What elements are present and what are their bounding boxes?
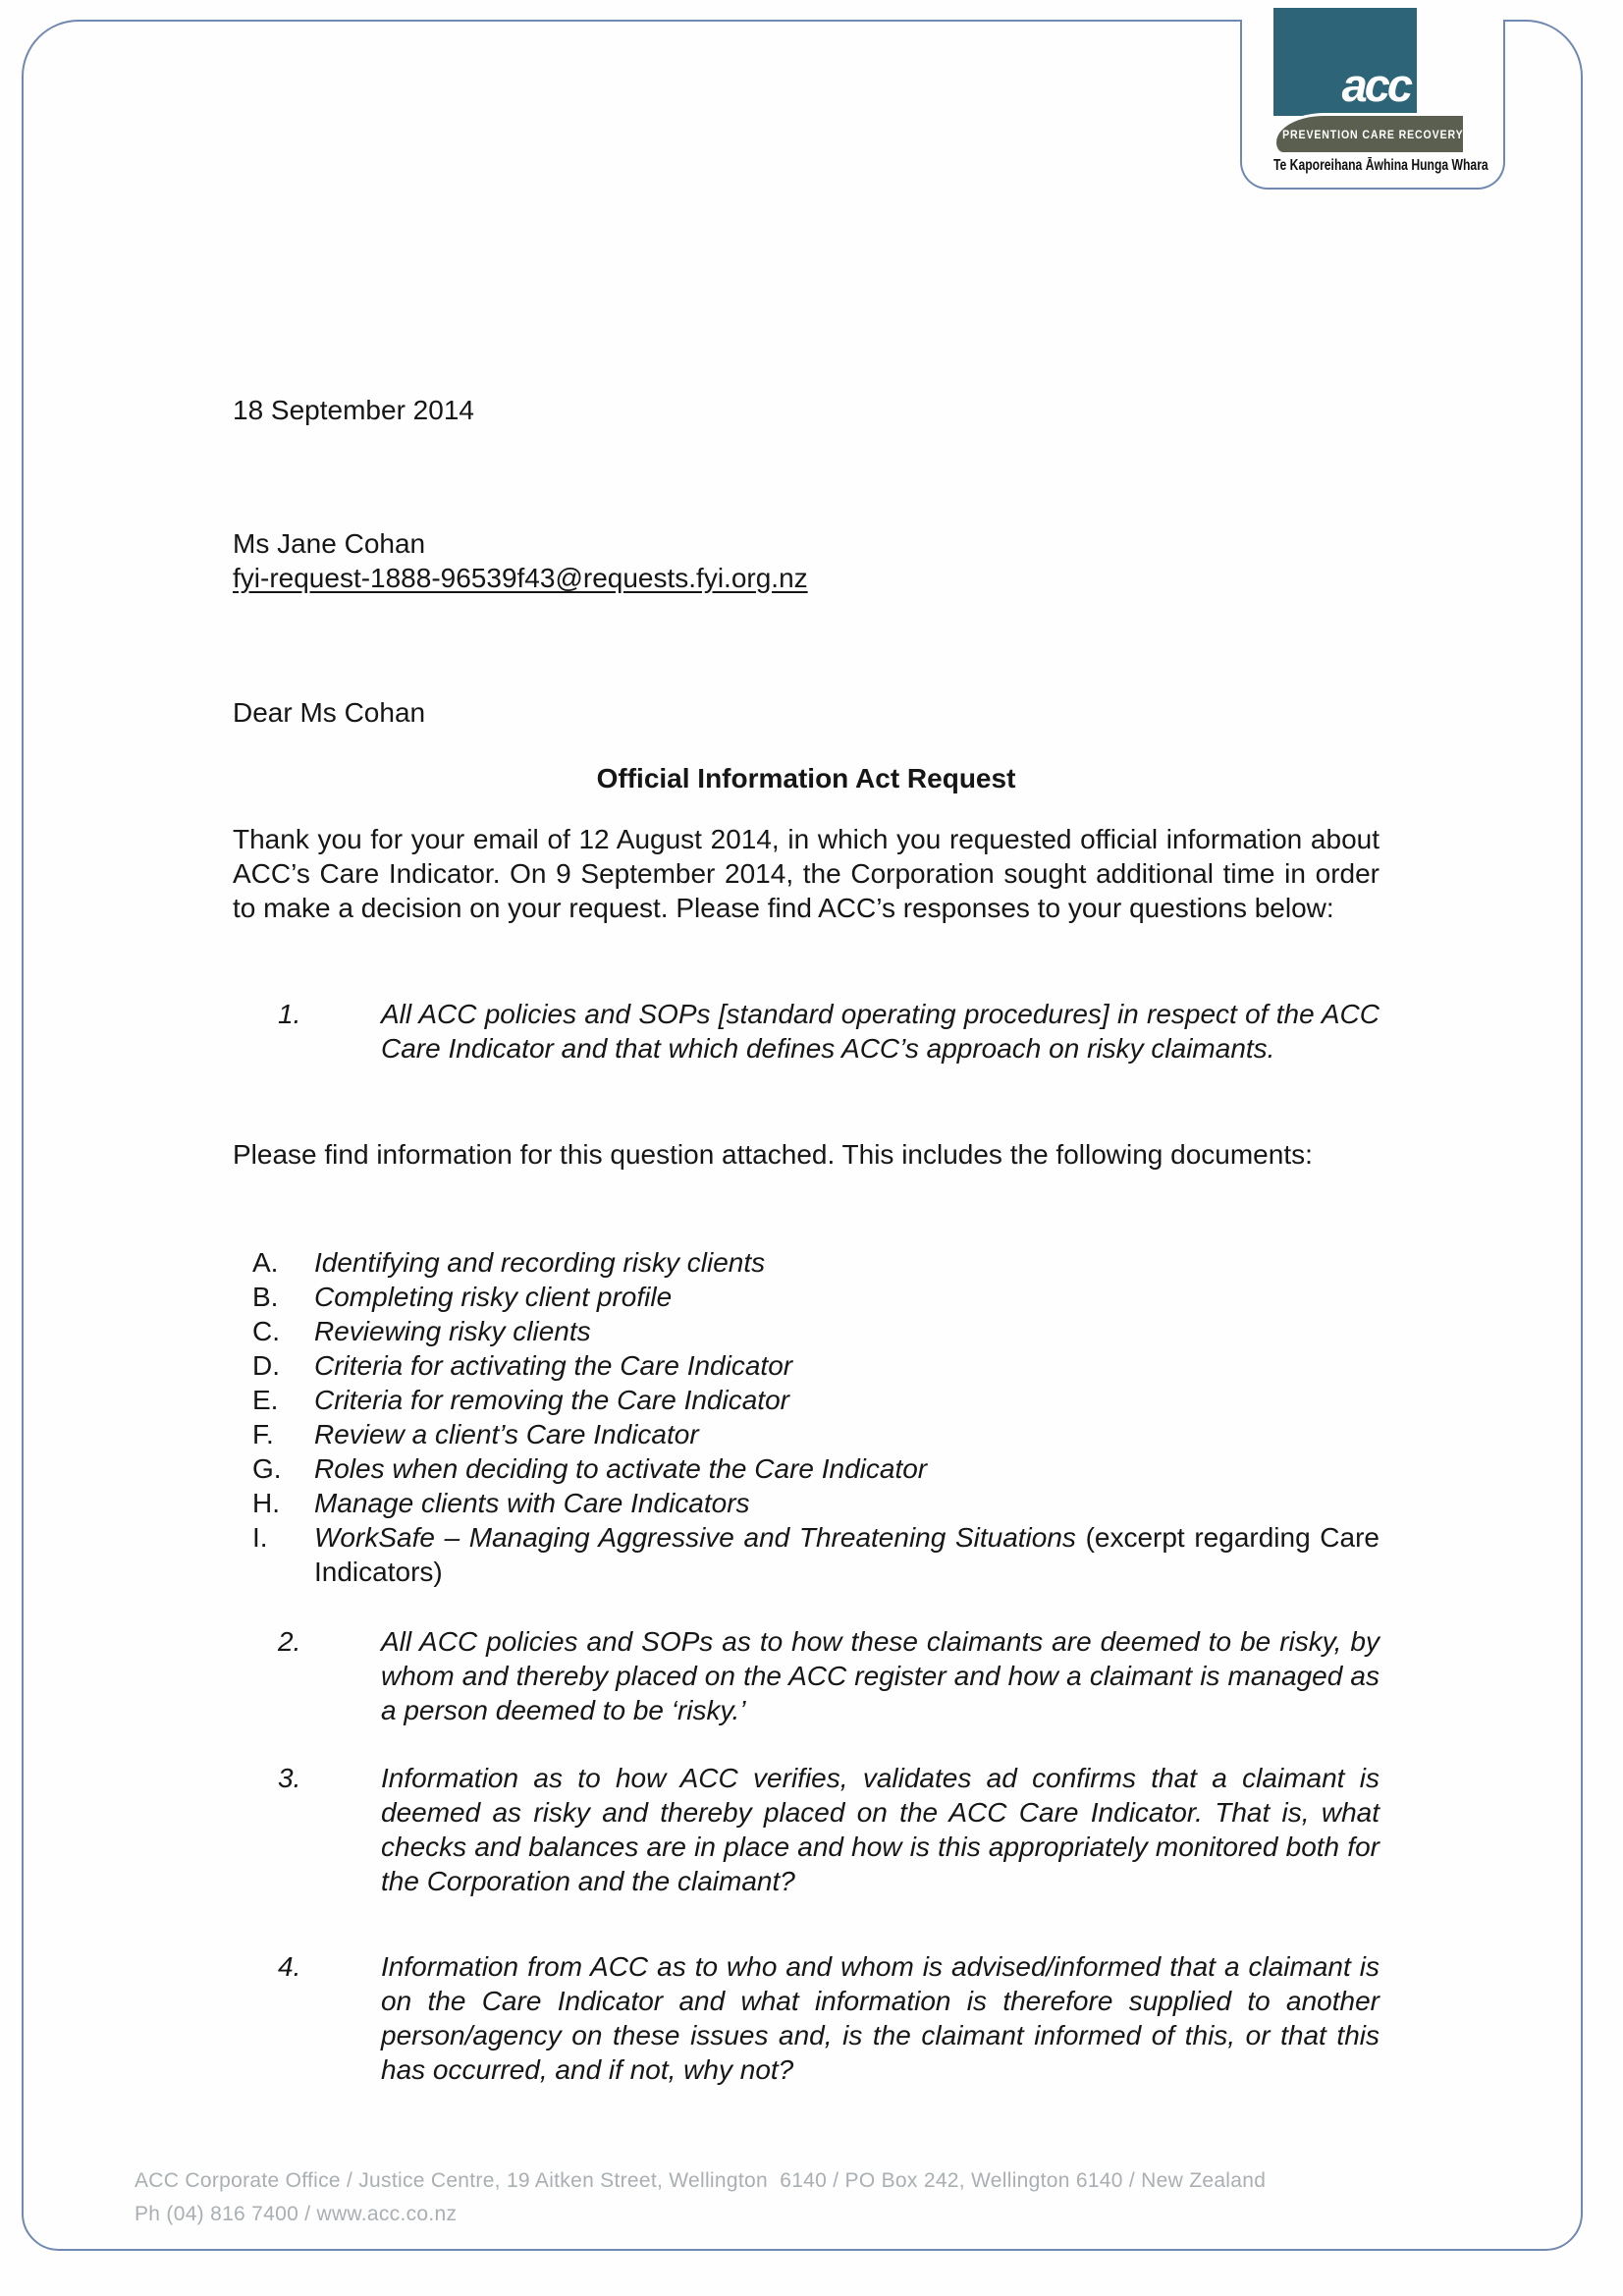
letter-date: 18 September 2014 [233, 395, 474, 425]
subject-heading: Official Information Act Request [596, 763, 1016, 793]
question-item-4 [233, 1949, 1380, 2087]
question-text: All ACC policies and SOPs as to how these claimants are deemed to be risky, by whom and thereby placed on the ACC register and how a claimant is managed as a person deemed to be ‘risky.’ [381, 1626, 1380, 1725]
document-item [233, 1486, 1380, 1520]
footer-contact: Ph (04) 816 7400 / www.acc.co.nz [135, 2203, 458, 2225]
document-item [233, 1383, 1380, 1417]
document-title: Manage clients with Care Indicators [314, 1488, 750, 1518]
document-item [233, 1314, 1380, 1348]
document-label: A. [252, 1247, 279, 1278]
document-label: B. [252, 1282, 279, 1312]
document-title: Reviewing risky clients [314, 1316, 591, 1346]
question-item-1 [233, 997, 1380, 1066]
document-suffix: (excerpt regarding Care Indicators) [314, 1522, 1380, 1587]
salutation: Dear Ms Cohan [233, 697, 426, 728]
document-label: H. [252, 1488, 280, 1518]
document-title: Criteria for activating the Care Indicator [314, 1350, 793, 1381]
document-title: Review a client’s Care Indicator [314, 1419, 699, 1449]
document-title: Completing risky client profile [314, 1282, 673, 1312]
document-label: F. [252, 1419, 274, 1449]
question-number: 4. [278, 1951, 301, 1982]
acc-logo-mark [1273, 8, 1417, 116]
document-label: C. [252, 1316, 280, 1346]
acc-logo-text: acc [1341, 59, 1410, 112]
question-text: All ACC policies and SOPs [standard operating procedures] in respect of the ACC Care Indicator and that which defines ACC’s approach on risky claimants. [381, 999, 1380, 1064]
question-text: Information from ACC as to who and whom is advised/informed that a claimant is on the Care Indicator and what information is therefore supplied to another person/agency on these issues and, is the claimant informed of this, or that this has occurred, and if not, why not? [381, 1951, 1380, 2085]
acc-maori-name: Te Kaporeihana Āwhina Hunga Whara [1273, 157, 1488, 174]
document-title: Identifying and recording risky clients [314, 1247, 766, 1278]
footer-address: ACC Corporate Office / Justice Centre, 19 Aitken Street, Wellington 6140 / PO Box 242, Wellington 6140 / New Zealand [135, 2169, 1267, 2192]
letterhead-footer [135, 2164, 1266, 2231]
document-list [233, 1245, 1380, 1589]
document-label: G. [252, 1453, 282, 1484]
email-link: fyi-request-1888-96539f43@requests.fyi.org.nz [233, 563, 808, 593]
question-number: 1. [278, 999, 301, 1029]
document-title: WorkSafe – Managing Aggressive and Threatening Situations [314, 1522, 1076, 1553]
document-label: E. [252, 1385, 279, 1415]
document-label: D. [252, 1350, 280, 1381]
recipient-email [233, 561, 1380, 595]
question-item-2 [233, 1624, 1380, 1727]
attachment-note: Please find information for this question attached. This includes the following documents: [233, 1139, 1313, 1170]
document-item [233, 1417, 1380, 1451]
document-title: Criteria for removing the Care Indicator [314, 1385, 789, 1415]
acc-tagline-bar [1273, 113, 1463, 152]
acc-tagline: PREVENTION CARE RECOVERY [1282, 127, 1464, 141]
document-title: Roles when deciding to activate the Care Indicator [314, 1453, 928, 1484]
recipient-name: Ms Jane Cohan [233, 528, 426, 559]
intro-paragraph: Thank you for your email of 12 August 2014, in which you requested official information about ACC’s Care Indicator. On 9 September 2014, the Corporation sought additional time in order to make a decision on your request. Please find ACC’s responses to your questions below: [233, 824, 1380, 923]
document-label: I. [252, 1522, 268, 1553]
question-item-3 [233, 1761, 1380, 1898]
question-number: 2. [278, 1626, 301, 1657]
document-item [233, 1451, 1380, 1486]
document-item [233, 1280, 1380, 1314]
document-item [233, 1348, 1380, 1383]
question-number: 3. [278, 1763, 301, 1793]
document-item [233, 1520, 1380, 1589]
page-border [22, 20, 1583, 2251]
document-item [233, 1245, 1380, 1280]
question-text: Information as to how ACC verifies, validates ad confirms that a claimant is deemed as risky and thereby placed on the ACC Care Indicator. That is, what checks and balances are in place and how is this appropriately monitored both for the Corporation and the claimant? [381, 1763, 1380, 1896]
